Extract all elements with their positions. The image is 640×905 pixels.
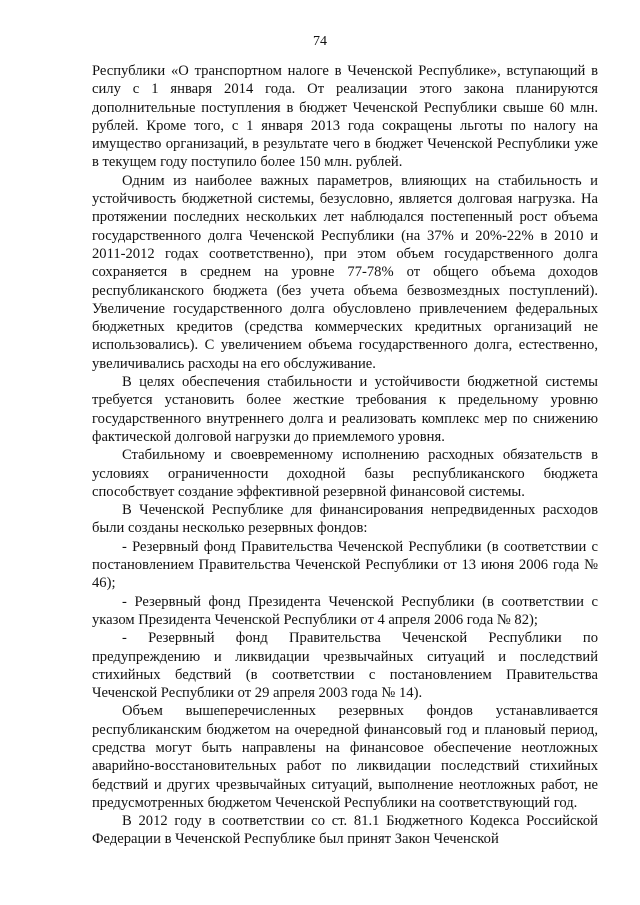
paragraph-continuation: Республики «О транспортном налоге в Чеченской Республике», вступающий в силу с 1 января 2014 года. От реализации этого закона планируются дополнительные поступления в бюджет Чеченской Республики свыше 60 млн. рублей. Кроме того, с 1 января 2013 года сокращены льготы по налогу на имущество организаций, в результате чего в бюджет Чеченской Республики уже в текущем году поступило более 150 млн. рублей.: [92, 63, 598, 171]
page-number: 74: [313, 34, 327, 49]
paragraph-fund-volume: Объем вышеперечисленных резервных фондов устанавливается республиканским бюджетом на очередной финансовый год и плановый период, средства могут быть направлены на финансовое обеспечение неотложных аварийно-восстановительных работ по ликвидации последствий стихийных бедствий и других чрезвычайных ситуаций, выполнение неотложных работ, не предусмотренных бюджетом Чеченской Республики на соответствующий год.: [92, 703, 598, 811]
list-item-emergency-fund: - Резервный фонд Правительства Чеченской Республики по предупреждению и ликвидации чрезвычайных ситуаций и последствий стихийных бедствий (в соответствии с постановлением Правительства Чеченской Республики от 29 апреля 2003 года № 14).: [92, 630, 598, 702]
paragraph-reserve-funds-intro: В Чеченской Республике для финансирования непредвиденных расходов были созданы несколько резервных фондов:: [92, 502, 598, 537]
paragraph-reserve-system: Стабильному и своевременному исполнению расходных обязательств в условиях ограниченности доходной базы республиканского бюджета способствует создание эффективной резервной финансовой системы.: [92, 447, 598, 500]
paragraph-stability-measures: В целях обеспечения стабильности и устойчивости бюджетной системы требуется установить более жесткие требования к предельному уровню государственного внутреннего долга и реализовать комплекс мер по снижению фактической долговой нагрузки до приемлемого уровня.: [92, 374, 598, 445]
paragraph-2012-law: В 2012 году в соответствии со ст. 81.1 Бюджетного Кодекса Российской Федерации в Чеченской Республике был принят Закон Чеченской: [92, 813, 598, 848]
list-item-government-fund: - Резервный фонд Правительства Чеченской Республики (в соответствии с постановлением Правительства Чеченской Республики от 13 июня 2006 года № 46);: [92, 538, 598, 592]
paragraph-debt-load: Одним из наиболее важных параметров, влияющих на стабильность и устойчивость бюджетной системы, безусловно, является долговая нагрузка. На протяжении последних нескольких лет наблюдался постепенный рост объема государственного долга Чеченской Республики (на 37% и 20%-22% в 2010 и 2011-2012 годах соответственно), при этом объем государственного долга сохраняется в среднем на уровне 77-78% от общего объема доходов республиканского бюджета (без учета объема безвозмездных поступлений). Увеличение государственного долга обусловлено привлечением федеральных бюджетных кредитов (средства коммерческих кредитных организаций не использовались). С увеличением объема государственного долга, естественно, увеличивались расходы на его обслуживание.: [92, 172, 598, 372]
list-item-president-fund: - Резервный фонд Президента Чеченской Республики (в соответствии с указом Президента Чеченской Республики от 4 апреля 2006 года № 82);: [92, 593, 598, 628]
document-body: [92, 62, 598, 849]
